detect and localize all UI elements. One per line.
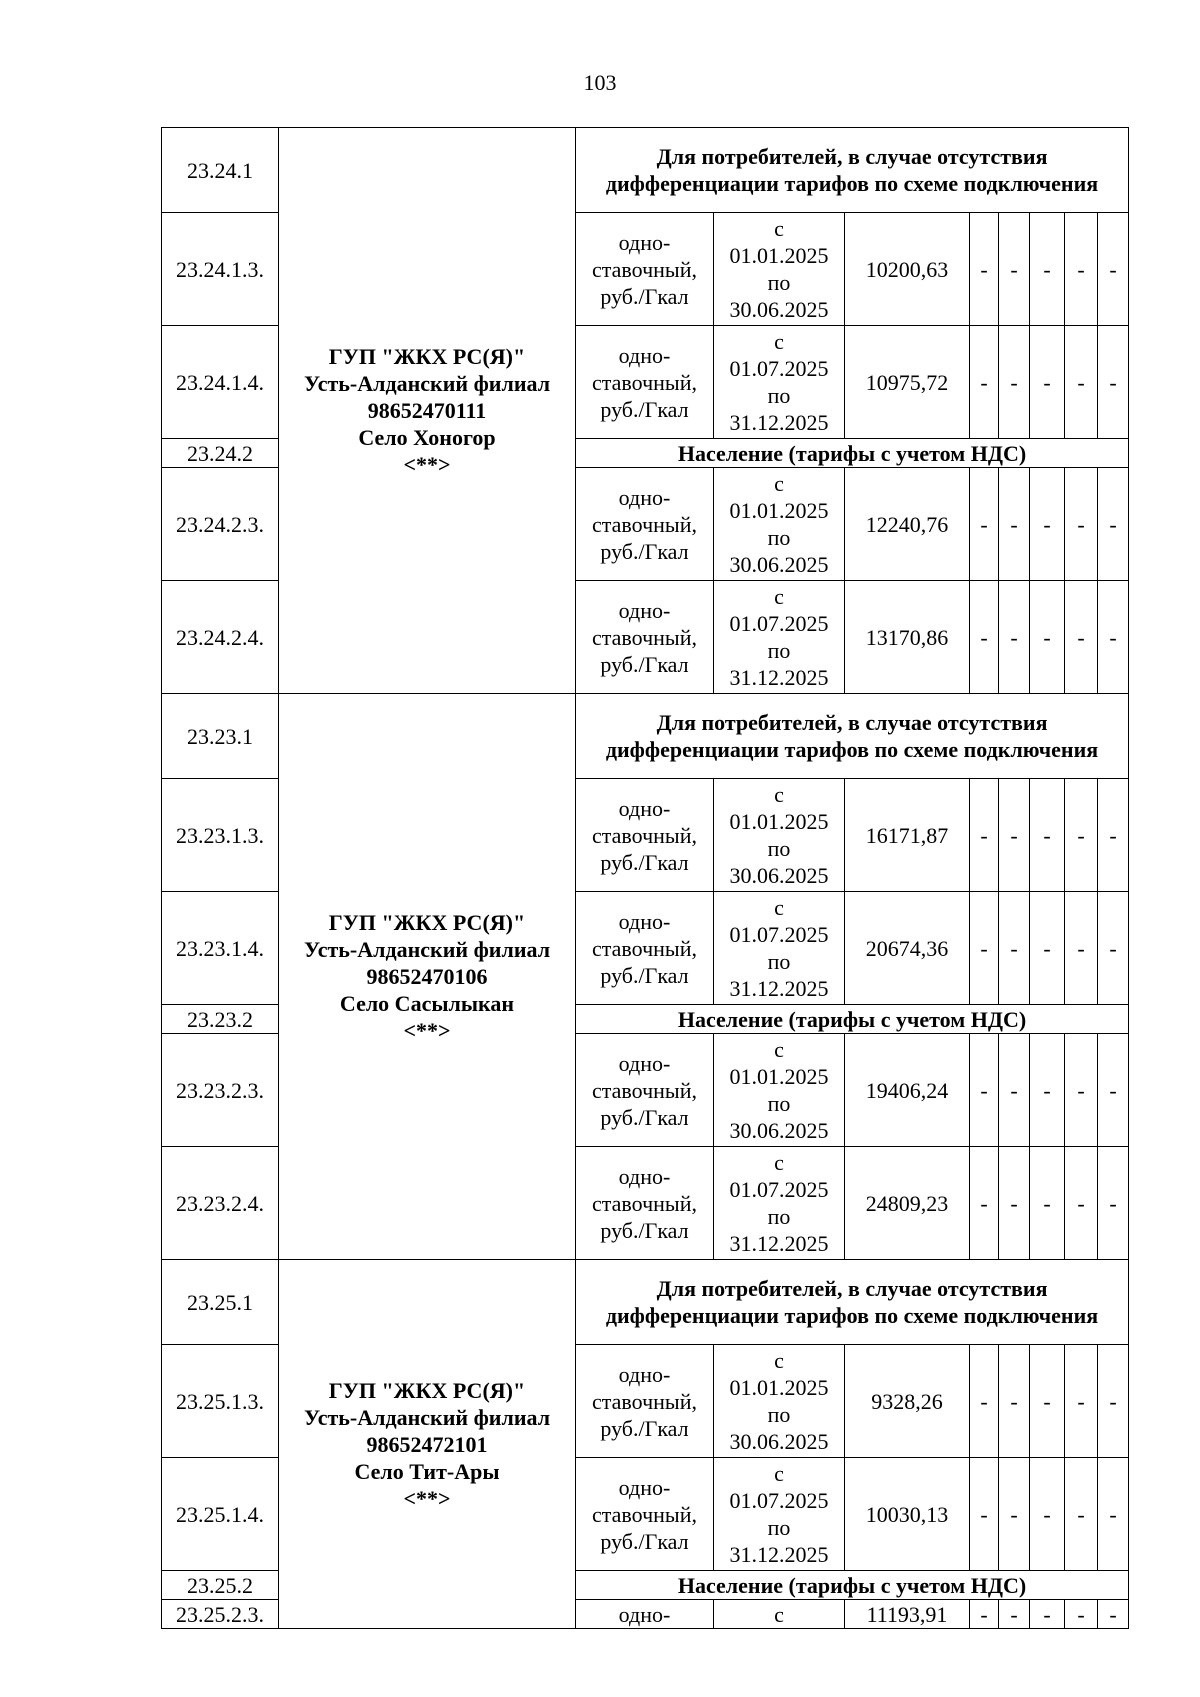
organization-cell-line: Село Тит-Ары [354, 1458, 500, 1484]
tariff-type-line: ставочный, [592, 624, 697, 650]
tariff-period-line: с [774, 1601, 784, 1627]
tariff-type-line: одно- [618, 1361, 671, 1387]
tariff-value: 16171,87 [845, 779, 970, 892]
dash-cell: - [1098, 468, 1129, 581]
tariff-period-line: с [774, 895, 784, 920]
row-code: 23.23.2 [162, 1005, 279, 1034]
row-code: 23.24.2.4. [162, 581, 279, 694]
tariff-period [714, 326, 845, 439]
tariff-value: 11193,91 [845, 1600, 970, 1629]
dash-cell: - [999, 779, 1030, 892]
dash-cell: - [970, 1600, 999, 1629]
dash-cell: - [970, 468, 999, 581]
tariff-type-line: ставочный, [592, 935, 697, 961]
tariff-period-line: по [767, 1515, 791, 1540]
dash-cell: - [1065, 581, 1098, 694]
dash-cell: - [970, 892, 999, 1005]
dash-cell: - [1098, 1600, 1129, 1629]
tariff-table [161, 127, 1129, 1629]
row-code: 23.24.1.4. [162, 326, 279, 439]
tariff-period [714, 1600, 845, 1629]
dash-cell: - [1065, 892, 1098, 1005]
tariff-period-line: по [767, 836, 791, 861]
tariff-value: 10200,63 [845, 213, 970, 326]
tariff-type [576, 326, 714, 439]
tariff-type-line: ставочный, [592, 1388, 697, 1414]
organization-cell-line: ГУП "ЖКХ РС(Я)" [328, 1377, 526, 1403]
tariff-type [576, 1345, 714, 1458]
tariff-type-line: руб./Гкал [600, 1415, 689, 1441]
tariff-type-line: руб./Гкал [600, 283, 689, 309]
tariff-type [576, 581, 714, 694]
tariff-type-line: одно- [618, 484, 671, 510]
tariff-value: 9328,26 [845, 1345, 970, 1458]
dash-cell: - [1065, 1147, 1098, 1260]
organization-cell [279, 694, 576, 1260]
tariff-type-line: одно- [618, 1601, 671, 1627]
section-header: Для потребителей, в случае отсутствия дифференциации тарифов по схеме подключения [576, 128, 1129, 213]
tariff-period [714, 468, 845, 581]
tariff-period-line: 01.01.2025 [729, 498, 829, 523]
dash-cell: - [1030, 1458, 1065, 1571]
dash-cell: - [999, 1600, 1030, 1629]
dash-cell: - [1065, 213, 1098, 326]
dash-cell: - [1030, 1345, 1065, 1458]
tariff-period-line: 01.01.2025 [729, 809, 829, 834]
dash-cell: - [1098, 892, 1129, 1005]
tariff-type-line: одно- [618, 908, 671, 934]
dash-cell: - [1098, 581, 1129, 694]
tariff-type-line: одно- [618, 597, 671, 623]
tariff-period-line: 31.12.2025 [729, 665, 829, 690]
tariff-value: 20674,36 [845, 892, 970, 1005]
dash-cell: - [1065, 1345, 1098, 1458]
dash-cell: - [970, 213, 999, 326]
section-header: Население (тарифы с учетом НДС) [576, 1005, 1129, 1034]
organization-cell-line: Усть-Алданский филиал [303, 937, 551, 962]
tariff-type-line: ставочный, [592, 369, 697, 395]
tariff-type-line: ставочный, [592, 511, 697, 537]
tariff-period-line: по [767, 638, 791, 663]
row-code: 23.23.1.4. [162, 892, 279, 1005]
tariff-type [576, 1600, 714, 1629]
tariff-period-line: по [767, 949, 791, 974]
row-code: 23.23.2.4. [162, 1147, 279, 1260]
dash-cell: - [1098, 1034, 1129, 1147]
tariff-period [714, 1345, 845, 1458]
dash-cell: - [999, 1147, 1030, 1260]
tariff-type-line: руб./Гкал [600, 538, 689, 564]
organization-cell-line: ГУП "ЖКХ РС(Я)" [328, 910, 526, 935]
organization-cell [279, 128, 576, 694]
organization-cell-line: Село Хоногор [358, 425, 496, 450]
dash-cell: - [970, 326, 999, 439]
tariff-value: 24809,23 [845, 1147, 970, 1260]
tariff-period-line: 31.12.2025 [729, 1542, 829, 1567]
row-code: 23.25.2 [162, 1571, 279, 1600]
tariff-type-line: ставочный, [592, 1190, 697, 1216]
dash-cell: - [1098, 213, 1129, 326]
tariff-type [576, 1458, 714, 1571]
tariff-period-line: по [767, 383, 791, 408]
dash-cell: - [1030, 1147, 1065, 1260]
dash-cell: - [970, 1458, 999, 1571]
tariff-period-line: 01.07.2025 [729, 1488, 829, 1513]
dash-cell: - [1098, 1458, 1129, 1571]
dash-cell: - [1098, 1147, 1129, 1260]
tariff-period-line: по [767, 270, 791, 295]
organization-cell-line: 98652472101 [366, 1431, 488, 1457]
dash-cell: - [999, 1034, 1030, 1147]
organization-cell-line: 98652470111 [367, 398, 487, 423]
dash-cell: - [1030, 581, 1065, 694]
row-code: 23.24.1 [162, 128, 279, 213]
organization-cell-line: <**> [403, 1018, 451, 1043]
tariff-type-line: ставочный, [592, 1501, 697, 1527]
dash-cell: - [1098, 779, 1129, 892]
tariff-period-line: с [774, 584, 784, 609]
row-code: 23.24.1.3. [162, 213, 279, 326]
dash-cell: - [970, 779, 999, 892]
tariff-type-line: руб./Гкал [600, 396, 689, 422]
tariff-period-line: 31.12.2025 [729, 976, 829, 1001]
tariff-period-line: 30.06.2025 [729, 1429, 829, 1454]
section-header-row [162, 694, 1129, 779]
dash-cell: - [1065, 779, 1098, 892]
page-number: 103 [583, 70, 617, 95]
organization-cell [279, 1260, 576, 1629]
tariff-type-line: ставочный, [592, 1077, 697, 1103]
tariff-period-line: с [774, 329, 784, 354]
tariff-type-line: руб./Гкал [600, 1528, 689, 1554]
tariff-period-line: 30.06.2025 [729, 863, 829, 888]
row-code: 23.24.2.3. [162, 468, 279, 581]
dash-cell: - [1098, 1345, 1129, 1458]
tariff-period-line: с [774, 1348, 784, 1373]
tariff-period-line: 31.12.2025 [729, 1231, 829, 1256]
tariff-period-line: с [774, 1150, 784, 1175]
tariff-period-line: с [774, 216, 784, 241]
dash-cell: - [1030, 1600, 1065, 1629]
dash-cell: - [999, 581, 1030, 694]
tariff-period-line: по [767, 1091, 791, 1116]
dash-cell: - [1065, 1458, 1098, 1571]
tariff-period-line: 01.07.2025 [729, 1177, 829, 1202]
dash-cell: - [1065, 468, 1098, 581]
section-header-row [162, 1260, 1129, 1345]
dash-cell: - [1030, 1034, 1065, 1147]
tariff-type [576, 213, 714, 326]
dash-cell: - [999, 468, 1030, 581]
tariff-period-line: 31.12.2025 [729, 410, 829, 435]
tariff-period [714, 1034, 845, 1147]
tariff-period-line: 01.01.2025 [729, 243, 829, 268]
tariff-period-line: 01.01.2025 [729, 1375, 829, 1400]
tariff-type-line: одно- [618, 342, 671, 368]
tariff-type-line: ставочный, [592, 822, 697, 848]
dash-cell: - [1030, 468, 1065, 581]
organization-cell-line: 98652470106 [366, 964, 488, 989]
organization-cell-line: <**> [403, 1485, 451, 1511]
tariff-type [576, 468, 714, 581]
dash-cell: - [1030, 326, 1065, 439]
tariff-type-line: одно- [618, 1474, 671, 1500]
row-code: 23.23.2.3. [162, 1034, 279, 1147]
tariff-period-line: 30.06.2025 [729, 552, 829, 577]
tariff-period-line: с [774, 471, 784, 496]
tariff-period-line: 01.07.2025 [729, 611, 829, 636]
dash-cell: - [970, 581, 999, 694]
tariff-type [576, 1034, 714, 1147]
tariff-period-line: с [774, 1037, 784, 1062]
dash-cell: - [1065, 1034, 1098, 1147]
tariff-period-line: 01.07.2025 [729, 922, 829, 947]
tariff-type-line: руб./Гкал [600, 1104, 689, 1130]
tariff-period [714, 1458, 845, 1571]
dash-cell: - [1030, 892, 1065, 1005]
section-header-row [162, 128, 1129, 213]
tariff-type-line: одно- [618, 229, 671, 255]
dash-cell: - [970, 1034, 999, 1147]
tariff-type-line: одно- [618, 1050, 671, 1076]
tariff-type-line: одно- [618, 795, 671, 821]
tariff-period [714, 1147, 845, 1260]
tariff-value: 13170,86 [845, 581, 970, 694]
tariff-value: 10030,13 [845, 1458, 970, 1571]
dash-cell: - [970, 1147, 999, 1260]
tariff-type-line: ставочный, [592, 256, 697, 282]
organization-cell-line: Усть-Алданский филиал [303, 1404, 551, 1430]
tariff-period-line: 01.07.2025 [729, 356, 829, 381]
dash-cell: - [1065, 1600, 1098, 1629]
tariff-period-line: 30.06.2025 [729, 1118, 829, 1143]
organization-cell-line: Усть-Алданский филиал [303, 371, 551, 396]
section-header: Население (тарифы с учетом НДС) [576, 1571, 1129, 1600]
tariff-type-line: руб./Гкал [600, 651, 689, 677]
section-header: Население (тарифы с учетом НДС) [576, 439, 1129, 468]
row-code: 23.25.1.3. [162, 1345, 279, 1458]
dash-cell: - [1030, 779, 1065, 892]
dash-cell: - [999, 892, 1030, 1005]
row-code: 23.23.1 [162, 694, 279, 779]
tariff-period-line: по [767, 525, 791, 550]
dash-cell: - [999, 213, 1030, 326]
tariff-period [714, 779, 845, 892]
dash-cell: - [1065, 326, 1098, 439]
tariff-period [714, 892, 845, 1005]
tariff-type [576, 779, 714, 892]
row-code: 23.24.2 [162, 439, 279, 468]
tariff-type [576, 1147, 714, 1260]
tariff-period-line: по [767, 1204, 791, 1229]
organization-cell-line: <**> [403, 452, 451, 477]
tariff-period [714, 581, 845, 694]
tariff-period-line: 30.06.2025 [729, 297, 829, 322]
dash-cell: - [999, 1345, 1030, 1458]
dash-cell: - [999, 326, 1030, 439]
row-code: 23.25.2.3. [162, 1600, 279, 1629]
tariff-type-line: руб./Гкал [600, 1217, 689, 1243]
row-code: 23.23.1.3. [162, 779, 279, 892]
tariff-period [714, 213, 845, 326]
tariff-value: 12240,76 [845, 468, 970, 581]
dash-cell: - [1098, 326, 1129, 439]
row-code: 23.25.1 [162, 1260, 279, 1345]
tariff-period-line: по [767, 1402, 791, 1427]
tariff-period-line: с [774, 1461, 784, 1486]
tariff-table-body [162, 128, 1129, 1629]
tariff-type-line: одно- [618, 1163, 671, 1189]
tariff-period-line: с [774, 782, 784, 807]
section-header: Для потребителей, в случае отсутствия дифференциации тарифов по схеме подключения [576, 1260, 1129, 1345]
dash-cell: - [999, 1458, 1030, 1571]
row-code: 23.25.1.4. [162, 1458, 279, 1571]
dash-cell: - [1030, 213, 1065, 326]
section-header: Для потребителей, в случае отсутствия дифференциации тарифов по схеме подключения [576, 694, 1129, 779]
tariff-period-line: 01.01.2025 [729, 1064, 829, 1089]
tariff-value: 10975,72 [845, 326, 970, 439]
tariff-type-line: руб./Гкал [600, 849, 689, 875]
organization-cell-line: Село Сасылыкан [339, 991, 515, 1016]
tariff-type [576, 892, 714, 1005]
tariff-type-line: руб./Гкал [600, 962, 689, 988]
tariff-value: 19406,24 [845, 1034, 970, 1147]
organization-cell-line: ГУП "ЖКХ РС(Я)" [328, 344, 526, 369]
dash-cell: - [970, 1345, 999, 1458]
